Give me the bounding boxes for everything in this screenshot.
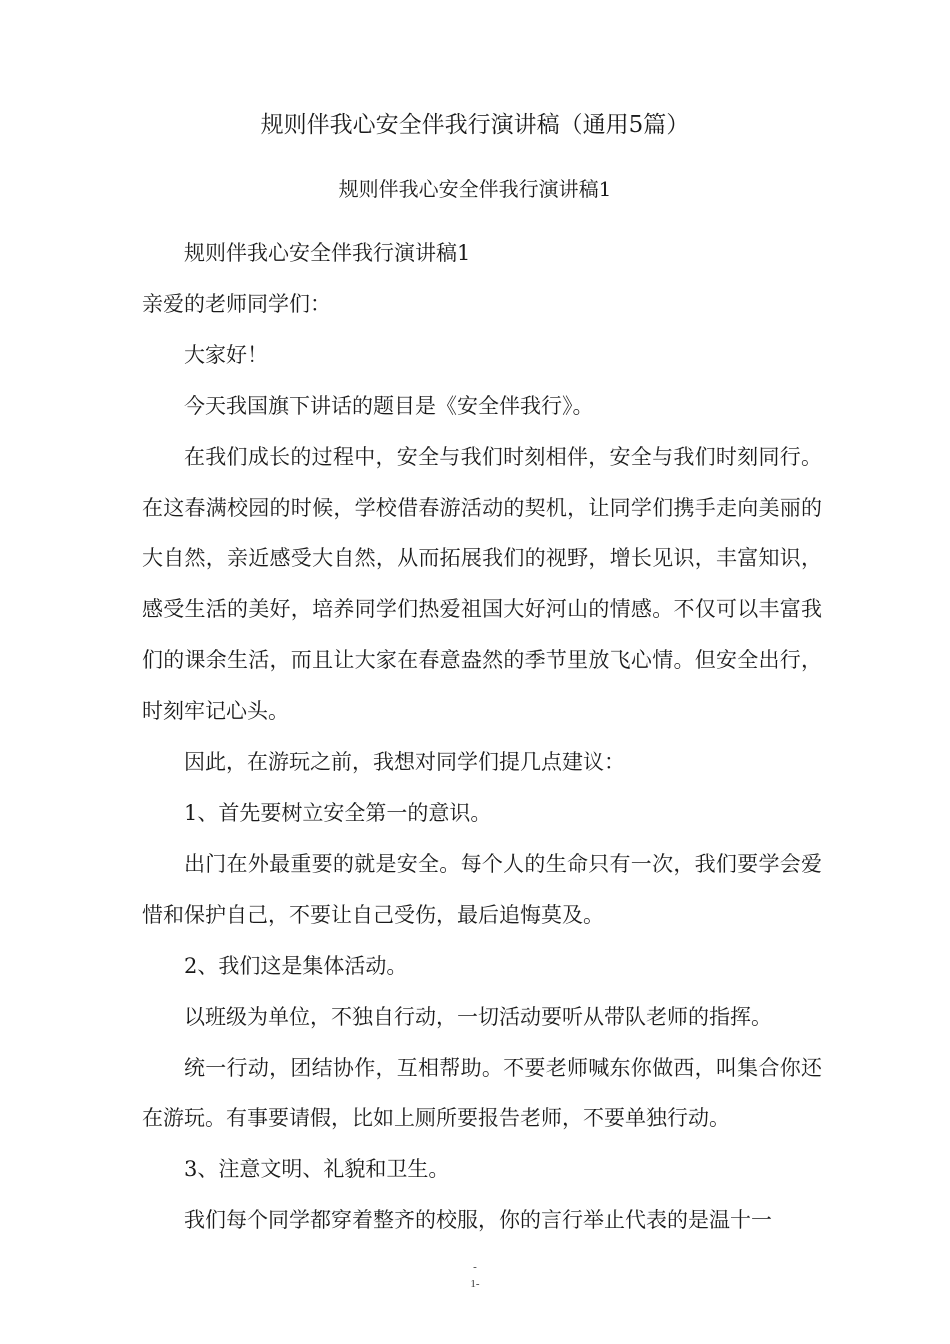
- paragraph-point-3: 3、注意文明、礼貌和卫生。: [184, 1157, 450, 1182]
- paragraph-point-1: 1、首先要树立安全第一的意识。: [184, 800, 492, 825]
- paragraph-greeting: 大家好！: [184, 342, 268, 367]
- paragraph-point-1-detail: 出门在外最重要的就是安全。每个人的生命只有一次，我们要学会爱惜和保护自己，不要让自己受伤，最后追悔莫及。: [142, 851, 822, 927]
- paragraph-point-2-detail-b: 统一行动，团结协作，互相帮助。不要老师喊东你做西，叫集合你还在游玩。有事要请假，比如上厕所要报告老师，不要单独行动。: [142, 1055, 822, 1131]
- paragraph-topic: 今天我国旗下讲话的题目是《安全伴我行》。: [184, 393, 594, 418]
- paragraph-point-2: 2、我们这是集体活动。: [184, 953, 408, 978]
- paragraph-heading: 规则伴我心安全伴我行演讲稿1: [184, 241, 471, 265]
- paragraph-point-2-detail-a: 以班级为单位，不独自行动，一切活动要听从带队老师的指挥。: [184, 1004, 772, 1029]
- document-subtitle: 规则伴我心安全伴我行演讲稿1: [338, 177, 612, 201]
- paragraph-point-3-detail: 我们每个同学都穿着整齐的校服，你的言行举止代表的是温十一: [184, 1208, 772, 1233]
- paragraph-salutation: 亲爱的老师同学们：: [142, 291, 331, 316]
- paragraph-intro: 在我们成长的过程中，安全与我们时刻相伴，安全与我们时刻同行。在这春满校园的时候，学校借春游活动的契机，让同学们携手走向美丽的大自然，亲近感受大自然，从而拓展我们的视野，增长见识，丰富知识，感受生活的美好，培养同学们热爱祖国大好河山的情感。不仅可以丰富我们的课余生活，而且让大家在春意盎然的季节里放飞心情。但安全出行，时刻牢记心头。: [142, 444, 822, 724]
- page-number: 1-: [470, 1278, 480, 1290]
- paragraph-suggestions-lead: 因此，在游玩之前，我想对同学们提几点建议：: [184, 750, 625, 775]
- document-title: 规则伴我心安全伴我行演讲稿（通用5篇）: [260, 112, 690, 138]
- footer-dash: -: [473, 1261, 477, 1273]
- document-body: [142, 228, 822, 1246]
